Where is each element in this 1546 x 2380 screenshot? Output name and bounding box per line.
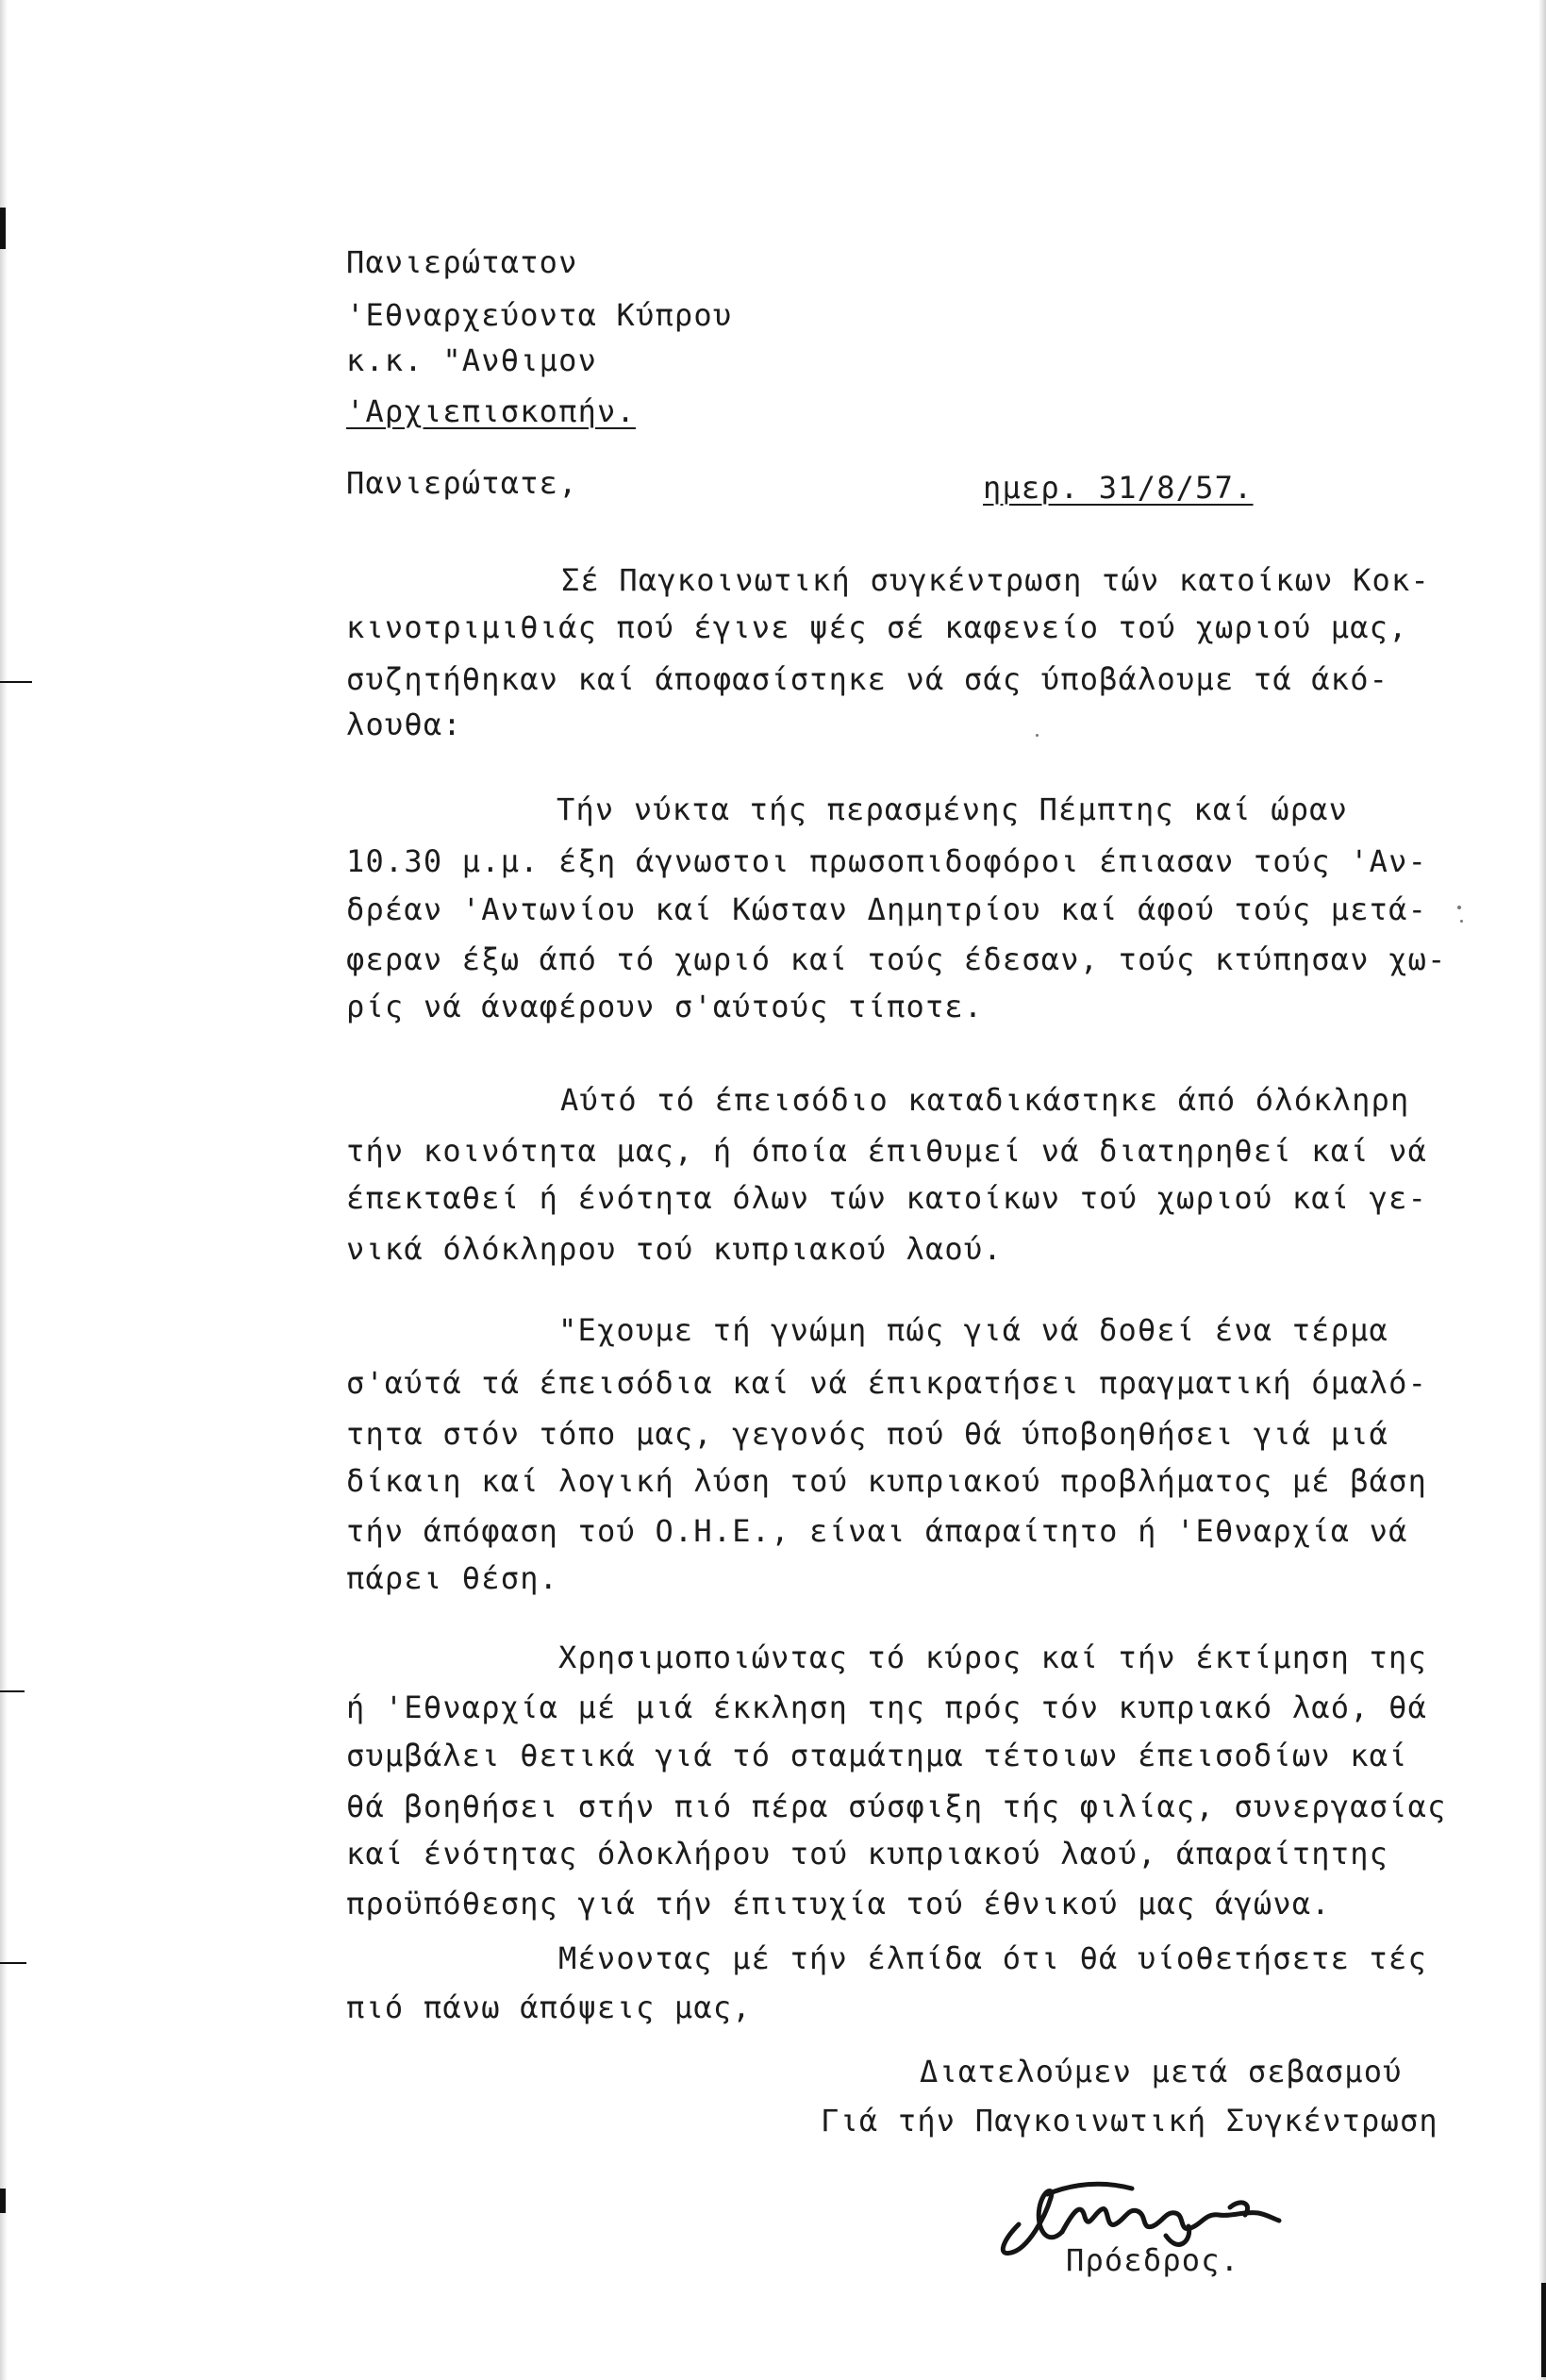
- recipient-line-3: κ.κ. "Ανθιμον: [346, 342, 598, 378]
- paragraph-6-line: Μένοντας μέ τήν έλπίδα ότι θά υίοθετήσετε τές: [558, 1940, 1427, 1976]
- paragraph-1-line: κινοτριμιθιάς πού έγινε ψές σέ καφενείο τού χωριού μας,: [346, 609, 1408, 645]
- paragraph-2-line: δρέαν 'Αντωνίου καί Κώσταν Δημητρίου καί άφού τούς μετά-: [346, 891, 1428, 927]
- punch-mark-top: [0, 208, 6, 249]
- paragraph-2-line: Τήν νύκτα τής περασμένης Πέμπτης καί ώραν: [557, 791, 1349, 827]
- paragraph-2-line: 10.30 μ.μ. έξη άγνωστοι πρωσοπιδοφόροι έπιασαν τούς 'Αν-: [346, 843, 1428, 879]
- paragraph-5-line: καί ένότητας όλοκλήρου τού κυπριακού λαού, άπαραίτητης: [346, 1836, 1389, 1872]
- paragraph-3-line: νικά όλόκληρου τού κυπριακού λαού.: [346, 1231, 1003, 1267]
- paragraph-3-line: τήν κοινότητα μας, ή όποία έπιθυμεί νά διατηρηθεί καί νά: [346, 1133, 1428, 1169]
- signature-title: Πρόεδρος.: [1066, 2242, 1240, 2278]
- paragraph-5-line: συμβάλει θετικά γιά τό σταμάτημα τέτοιων έπεισοδίων καί: [346, 1738, 1408, 1773]
- paragraph-5-line: Χρησιμοποιώντας τό κύρος καί τήν έκτίμηση της: [558, 1639, 1427, 1675]
- recipient-line-2: 'Εθναρχεύοντα Κύπρου: [346, 297, 733, 333]
- paragraph-1-line: συζητήθηκαν καί άποφασίστηκε νά σάς ύποβάλουμε τά άκό-: [346, 661, 1389, 697]
- paragraph-5-line: θά βοηθήσει στήν πιό πέρα σύσφιξη τής φιλίας, συνεργασίας: [346, 1789, 1447, 1824]
- paragraph-5-line: ή 'Εθναρχία μέ μιά έκκληση της πρός τόν κυπριακό λαό, θά: [346, 1689, 1428, 1725]
- punch-mark-left-2: [0, 1690, 25, 1692]
- scan-edge-right: [1538, 0, 1546, 2380]
- paragraph-1-line: λουθα:: [346, 707, 462, 742]
- paragraph-4-line: "Εχουμε τή γνώμη πώς γιά νά δοθεί ένα τέρμα: [558, 1312, 1389, 1348]
- paragraph-3-line: έπεκταθεί ή ένότητα όλων τών κατοίκων τού χωριού καί γε-: [346, 1180, 1428, 1216]
- punch-mark-left: [0, 681, 32, 683]
- closing-line-1: Διατελούμεν μετά σεβασμού: [920, 2054, 1403, 2089]
- salutation: Πανιερώτατε,: [346, 465, 578, 501]
- paragraph-2-line: ρίς νά άναφέρουν σ'αύτούς τίποτε.: [346, 989, 984, 1024]
- speck: [1036, 734, 1039, 737]
- margin-tick-bottom-2: [0, 2189, 6, 2213]
- paragraph-2-line: φεραν έξω άπό τό χωριό καί τούς έδεσαν, τούς κτύπησαν χω-: [346, 941, 1447, 977]
- speck: [1460, 920, 1463, 923]
- letter-date: ημερ. 31/8/57.: [983, 470, 1254, 506]
- paragraph-4-line: πάρει θέση.: [346, 1560, 559, 1596]
- margin-tick-bottom: [0, 1962, 26, 1964]
- closing-line-2: Γιά τήν Παγκοινωτική Συγκέντρωση: [821, 2103, 1438, 2139]
- paragraph-1-line: Σέ Παγκοινωτική συγκέντρωση τών κατοίκων Κοκ-: [561, 562, 1430, 598]
- paragraph-5-line: προϋπόθεσης γιά τήν έπιτυχία τού έθνικού μας άγώνα.: [346, 1886, 1331, 1922]
- paragraph-3-line: Αύτό τό έπεισόδιο καταδικάστηκε άπό όλόκληρη: [560, 1082, 1410, 1118]
- paragraph-4-line: σ'αύτά τά έπεισόδια καί νά έπικρατήσει πραγματική όμαλό-: [346, 1365, 1428, 1401]
- paragraph-4-line: τητα στόν τόπο μας, γεγονός πού θά ύποβοηθήσει γιά μιά: [346, 1416, 1389, 1452]
- speck: [1457, 906, 1461, 909]
- recipient-line-1: Πανιερώτατον: [346, 244, 578, 280]
- recipient-line-4: 'Αρχιεπισκοπήν.: [346, 393, 636, 429]
- paragraph-6-line: πιό πάνω άπόψεις μας,: [346, 1989, 752, 2025]
- paragraph-4-line: τήν άπόφαση τού Ο.Η.Ε., είναι άπαραίτητο ή 'Εθναρχία νά: [346, 1513, 1408, 1549]
- scan-edge-left: [0, 0, 8, 2380]
- right-edge-mark: [1541, 2283, 1546, 2377]
- paragraph-4-line: δίκαιη καί λογική λύση τού κυπριακού προβλήματος μέ βάση: [346, 1463, 1428, 1499]
